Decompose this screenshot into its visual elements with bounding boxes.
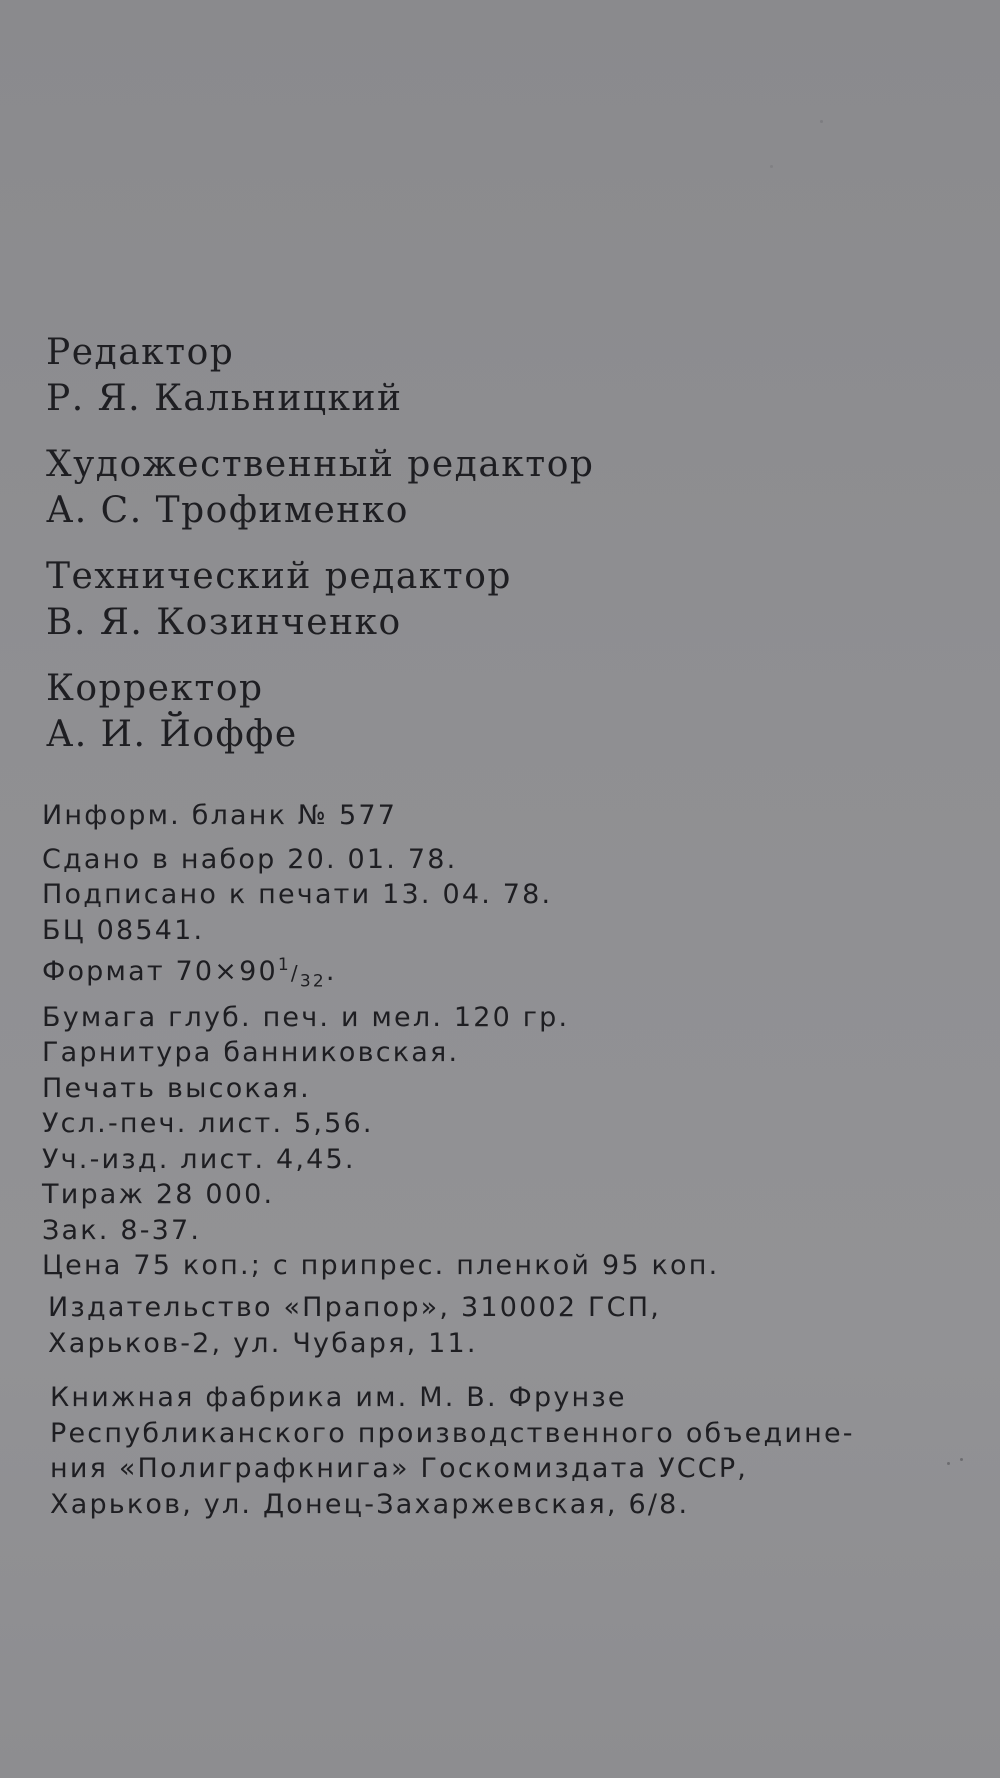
price-line: Цена 75 коп.; с припрес. пленкой 95 коп. (42, 1250, 720, 1282)
imprint-block (42, 798, 962, 1284)
credit-person: Р. Я. Кальницкий (46, 378, 403, 419)
paper-speck (947, 1462, 950, 1465)
paper-speck (960, 1458, 963, 1461)
credit-person: В. Я. Козинченко (46, 602, 402, 643)
signed-date-line: Подписано к печати 13. 04. 78. (42, 879, 553, 910)
printing-line: Печать высокая. (42, 1072, 311, 1104)
paper-line: Бумага глуб. печ. и мел. 120 гр. (42, 1001, 570, 1033)
credit-role: Художественный редактор (46, 444, 595, 485)
inform-blank-line: Информ. бланк № 577 (42, 800, 398, 831)
circulation-line: Тираж 28 000. (42, 1179, 275, 1211)
order-line: Зак. 8-37. (42, 1214, 202, 1246)
publisher-block (48, 1290, 978, 1361)
credit-technical-editor (46, 554, 826, 646)
usl-sheets-line: Усл.-печ. лист. 5,56. (42, 1108, 374, 1140)
credits-block (46, 330, 826, 778)
credit-art-editor (46, 442, 826, 534)
factory-line: Книжная фабрика им. М. В. Фрунзе (50, 1382, 627, 1413)
format-line: Формат $70\times 90^1/_{32}$. (42, 955, 337, 992)
credit-person: А. С. Трофименко (46, 490, 409, 531)
credit-role: Редактор (46, 332, 235, 373)
credit-person: А. И. Йоффе (46, 714, 298, 755)
format-suffix: . (325, 956, 337, 987)
uch-sheets-line: Уч.-изд. лист. 4,45. (42, 1143, 356, 1175)
typeface-line: Гарнитура банниковская. (42, 1037, 460, 1069)
format-numerator: 1 (277, 955, 291, 975)
bc-line: БЦ 08541. (42, 914, 205, 946)
factory-block (50, 1380, 980, 1522)
format-denominator: 32 (299, 971, 326, 992)
publisher-address-line: Харьков-2, ул. Чубаря, 11. (48, 1327, 478, 1359)
credit-editor (46, 330, 826, 422)
credit-proofreader (46, 666, 826, 758)
factory-line: ния «Полиграфкнига» Госкомиздата УССР, (50, 1453, 749, 1484)
factory-address-line: Харьков, ул. Донец-Захаржевская, 6/8. (50, 1488, 690, 1520)
typeset-date-line: Сдано в набор 20. 01. 78. (42, 843, 458, 875)
paper-speck (820, 120, 823, 123)
credit-role: Технический редактор (46, 556, 512, 597)
format-prefix: Формат 70×90 (42, 956, 278, 987)
paper-speck (770, 165, 773, 168)
factory-line: Республиканского производственного объедине- (50, 1417, 855, 1449)
credit-role: Корректор (46, 668, 264, 709)
publisher-line: Издательство «Прапор», 310002 ГСП, (48, 1292, 662, 1323)
